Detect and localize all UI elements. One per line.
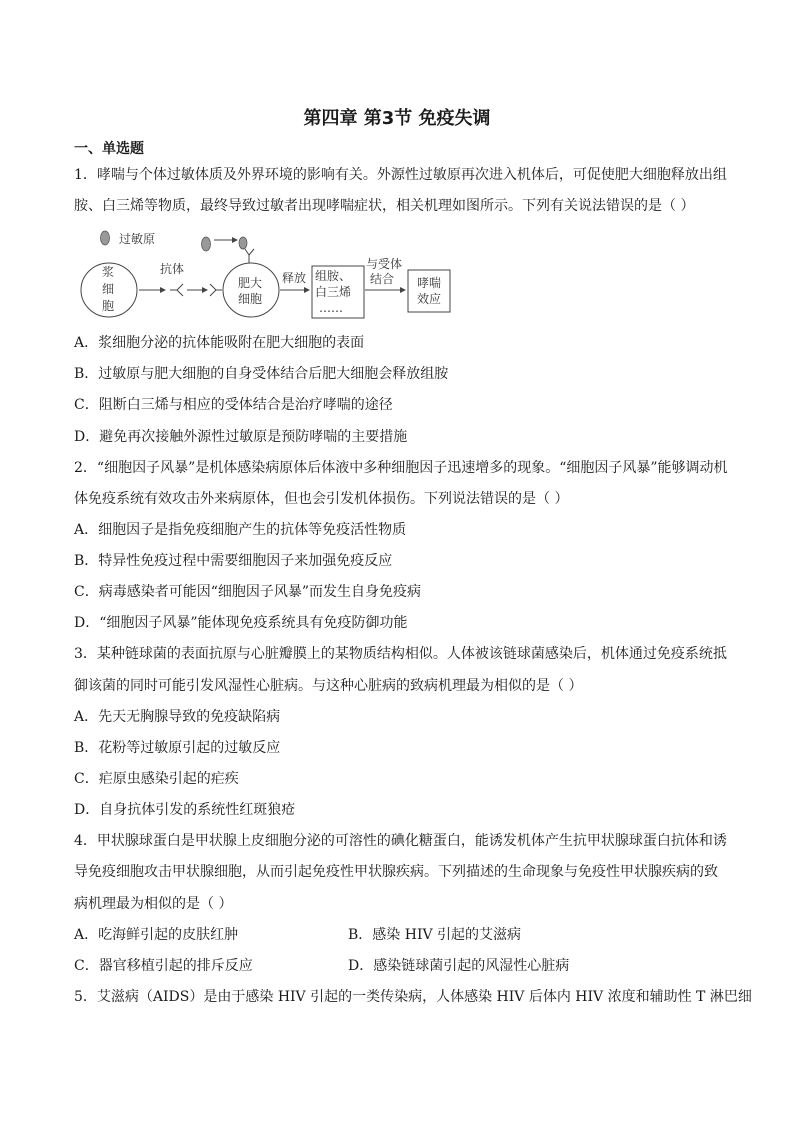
section-heading: 一、单选题 xyxy=(74,141,144,157)
q3-option-d: D．自身抗体引发的系统性红斑狼疮 xyxy=(74,802,296,818)
q4-option-d: D．感染链球菌引起的风湿性心脏病 xyxy=(348,958,570,974)
page-title: 第四章 第3节 免疫失调 xyxy=(303,108,491,129)
q2-option-c: C．病毒感染者可能因“细胞因子风暴”而发生自身免疫病 xyxy=(74,584,422,600)
products-line2: 白三烯 xyxy=(315,285,352,299)
q4-stem-line2: 导免疫细胞攻击甲状腺细胞，从而引起免疫性甲状腺疾病。下列描述的生命现象与免疫性甲状腺疾病的致 xyxy=(74,864,718,880)
allergen-label: 过敏原 xyxy=(119,232,156,246)
effect-line2: 效应 xyxy=(417,292,442,306)
mast-cell xyxy=(223,263,279,317)
receptor-icon xyxy=(245,249,254,263)
bind-label-line2: 结合 xyxy=(370,272,395,286)
antibody-label: 抗体 xyxy=(160,262,185,276)
q2-option-a: A．细胞因子是指免疫细胞产生的抗体等免疫活性物质 xyxy=(74,522,407,538)
q1-option-c: C．阻断白三烯与相应的受体结合是治疗哮喘的途径 xyxy=(74,397,393,413)
q3-option-c: C．疟原虫感染引起的疟疾 xyxy=(74,771,239,787)
q2-option-d: D．“细胞因子风暴”能体现免疫系统具有免疫防御功能 xyxy=(74,615,408,631)
q1-option-a: A．浆细胞分泌的抗体能吸附在肥大细胞的表面 xyxy=(74,335,365,351)
q3-stem-line2: 御该菌的同时可能引发风湿性心脏病。与这种心脏病的致病机理最为相似的是（ ） xyxy=(74,678,583,694)
q2-stem-line1: 2．“细胞因子风暴”是机体感染病原体后体液中多种细胞因子迅速增多的现象。“细胞因子风暴”能够调动机 xyxy=(74,460,728,476)
bind-label-line1: 与受体 xyxy=(366,257,403,271)
q1-stem-line2: 胺、白三烯等物质，最终导致过敏者出现哮喘症状，相关机理如图所示。下列有关说法错误的是（ ） xyxy=(74,198,695,214)
plasma-cell-char1: 浆 xyxy=(102,265,115,279)
plasma-cell-char3: 胞 xyxy=(102,299,115,313)
q1-stem-line1: 1．哮喘与个体过敏体质及外界环境的影响有关。外源性过敏原再次进入机体后，可促使肥大细胞释放出组 xyxy=(74,167,727,183)
bound-antibody-icon xyxy=(210,284,222,296)
q4-stem-line3: 病机理最为相似的是（ ） xyxy=(74,896,233,912)
q4-option-a: A．吃海鲜引起的皮肤红肿 xyxy=(74,927,239,943)
mast-cell-line2: 细胞 xyxy=(238,292,263,306)
q1-option-d: D．避免再次接触外源性过敏原是预防哮喘的主要措施 xyxy=(74,429,408,445)
release-label: 释放 xyxy=(282,271,307,285)
allergen-on-receptor-icon xyxy=(239,237,247,249)
q2-stem-line2: 体免疫系统有效攻击外来病原体，但也会引发机体损伤。下列说法错误的是（ ） xyxy=(74,491,569,507)
q1-mechanism-diagram xyxy=(74,226,464,322)
q3-stem-line1: 3．某种链球菌的表面抗原与心脏瓣膜上的某物质结构相似。人体被该链球菌感染后，机体通过免疫系统抵 xyxy=(74,646,727,662)
q3-option-b: B．花粉等过敏原引起的过敏反应 xyxy=(74,740,281,756)
q5-stem-line1: 5．艾滋病（AIDS）是由于感染 HIV 引起的一类传染病，人体感染 HIV 后体内 HIV 浓度和辅助性 T 淋巴细 xyxy=(74,989,752,1005)
q4-option-b: B．感染 HIV 引起的艾滋病 xyxy=(348,927,522,943)
effect-line1: 哮喘 xyxy=(417,276,442,290)
q3-option-a: A．先天无胸腺导致的免疫缺陷病 xyxy=(74,709,281,725)
mast-cell-line1: 肥大 xyxy=(238,276,263,290)
products-line3: …… xyxy=(319,301,343,315)
q4-option-c: C．器官移植引起的排斥反应 xyxy=(74,958,253,974)
q2-option-b: B．特异性免疫过程中需要细胞因子来加强免疫反应 xyxy=(74,553,393,569)
products-line1: 组胺、 xyxy=(315,269,352,283)
q1-option-b: B．过敏原与肥大细胞的自身受体结合后肥大细胞会释放组胺 xyxy=(74,366,449,382)
q4-stem-line1: 4．甲状腺球蛋白是甲状腺上皮细胞分泌的可溶性的碘化糖蛋白，能诱发机体产生抗甲状腺球蛋白抗体和诱 xyxy=(74,833,727,849)
plasma-cell-char2: 细 xyxy=(102,282,115,296)
antibody-icon xyxy=(170,284,183,296)
allergen-bound-icon xyxy=(202,237,211,251)
allergen-icon xyxy=(101,231,110,245)
